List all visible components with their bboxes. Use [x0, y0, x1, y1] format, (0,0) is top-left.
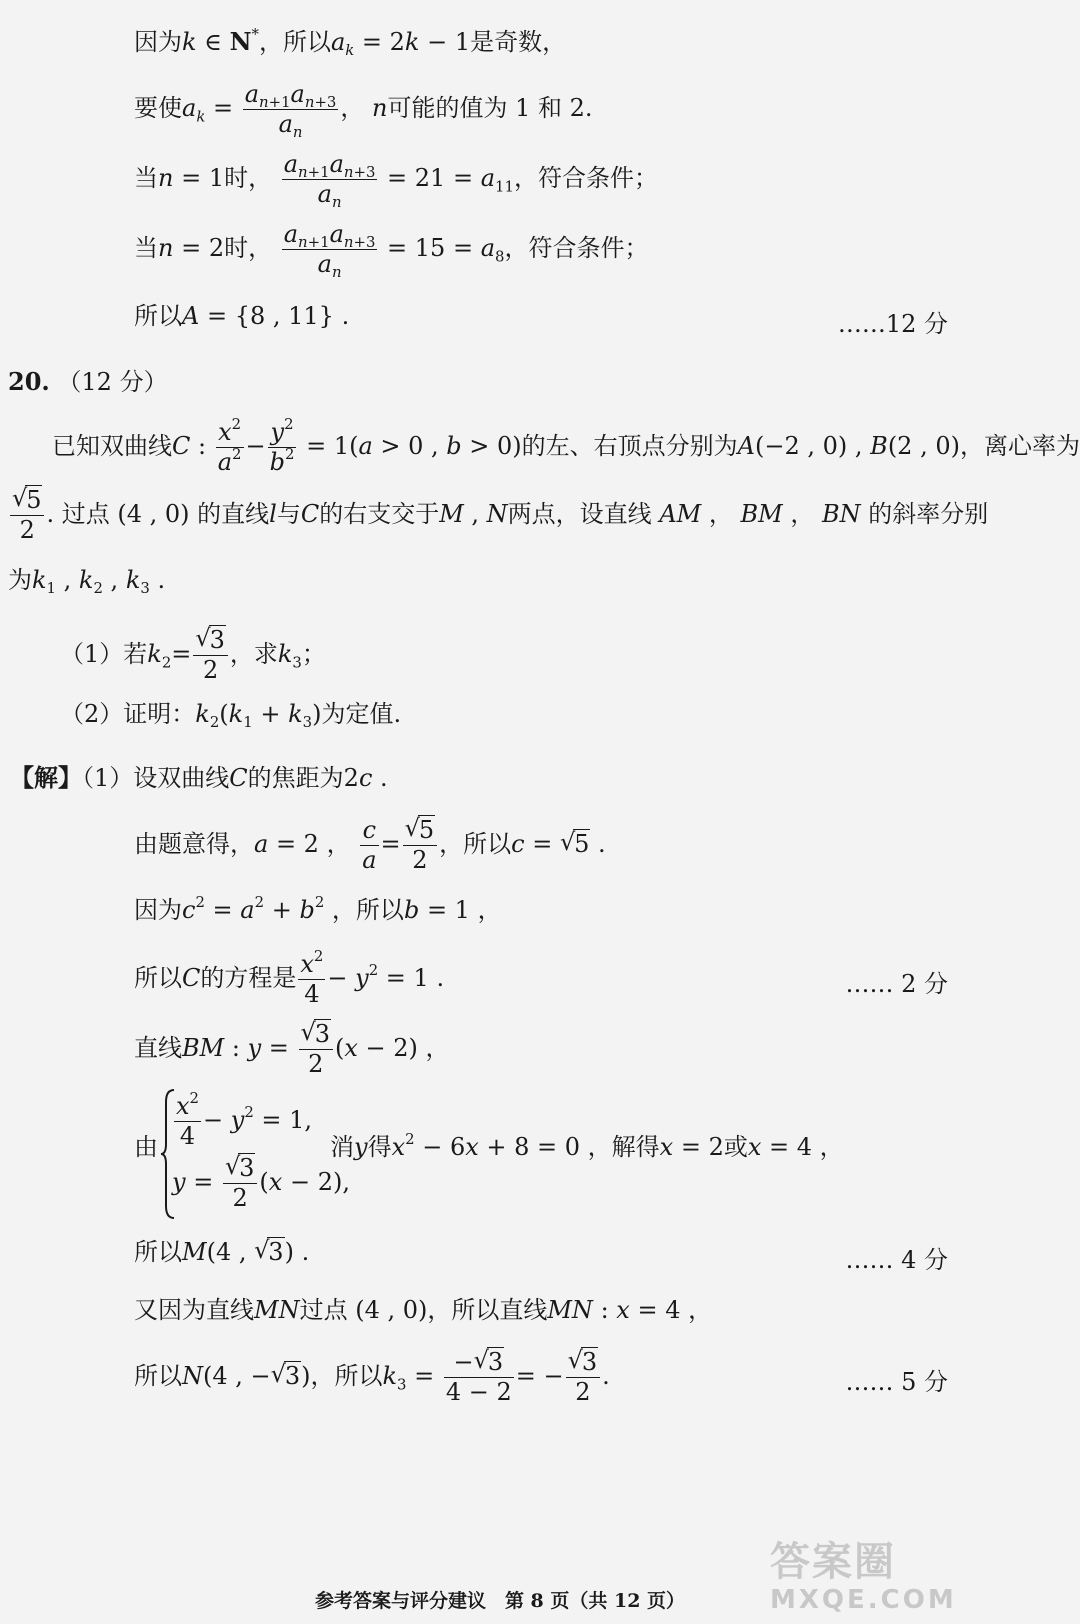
fraction: √ 3 2	[566, 1350, 600, 1405]
text-line: 所以M(4 , √ 3) .	[134, 1236, 310, 1266]
text-line: 当n = 1时， $\frac{a_{n+1}a_{n+3}}{a_n}$ = $21 = a_{11}$，符合条件；	[134, 150, 658, 212]
score-mark: …… 2 分	[845, 970, 948, 998]
fraction: √ 3 2	[299, 1022, 333, 1077]
text-line: 由	[134, 1133, 158, 1161]
fraction: $\frac{x^2}{4}$	[176, 1088, 200, 1151]
fraction: $\frac{a_{n+1}a_{n+3}}{a_n}$	[244, 80, 337, 142]
fraction: √ 3 2	[193, 628, 227, 683]
text-line: 所以N(4 , − √ 3)，所以$k_3$ = − √ 3 4 − 2 = − √ 3 2 .	[134, 1346, 610, 1407]
fraction: − √ 3 4 − 2	[445, 1346, 512, 1407]
text-line: 要使$a_k$ = $\frac{a_{n+1}a_{n+3}}{a_n}$ ， n可能的值为 1 和 2.	[134, 80, 593, 142]
score-mark: …… 5 分	[845, 1368, 948, 1396]
fraction: √ 5 2	[10, 488, 44, 543]
text-line: y = √ 3 2 (x − 2),	[172, 1152, 350, 1213]
text-line: 由题意得，a = 2 ， $\frac{c}{a}$ = √ 5 2 ，所以c = √ 5 .	[134, 814, 606, 875]
text-line: 为$k_1$ , $k_2$ , $k_3$ .	[8, 566, 166, 598]
sub-question: （2）证明：$k_2(k_1 + k_3)$为定值.	[60, 700, 402, 732]
fraction: $\frac{c}{a}$	[362, 816, 377, 875]
score-mark: …… 4 分	[845, 1246, 948, 1274]
fraction: $\frac{y^2}{b^2}$	[269, 414, 295, 477]
problem-number: 20.	[8, 367, 50, 396]
text-line: 因为$c^2 = a^2 + b^2$ ，所以b = 1 ，	[134, 892, 502, 924]
fraction: $\frac{x^2}{4}$	[300, 946, 324, 1009]
text-line: 直线BM : y = √ 3 2 (x − 2) ，	[134, 1018, 450, 1079]
fraction: $\frac{x^2}{a^2}$	[217, 414, 242, 477]
text-line: $\frac{x^2}{4}$ − $y^2 = 1$,	[176, 1088, 313, 1151]
text-line: 又因为直线MN过点 (4 , 0)，所以直线MN : x = 4 ，	[134, 1296, 713, 1324]
text-line: √ 5 2 . 过点 (4 , 0) 的直线l与C的右支交于M , N两点，设直线 AM ， BM ， BN 的斜率分别	[12, 484, 989, 545]
sub-question: （1）若$k_2=$ √ 3 2 ，求$k_3$；	[60, 624, 326, 685]
fraction: √ 3 2	[223, 1156, 257, 1211]
solution-tag: 【解】	[10, 763, 82, 792]
text-line: 已知双曲线C : $\frac{x^2}{a^2}$ − $\frac{y^2}{b^2}$ = 1(a > 0 , b > 0)的左、右顶点分别为A(−2 , 0) , B(2 , 0)，离心率为	[52, 414, 1080, 477]
fraction: $\frac{a_{n+1}a_{n+3}}{a_n}$	[283, 220, 376, 282]
problem-header	[8, 367, 168, 396]
page-footer: 参考答案与评分建议 第 8 页（共 12 页）	[314, 1590, 686, 1612]
text-line: 因为k ∈ N*，所以$a_k = 2k - 1$是奇数，	[134, 24, 567, 60]
fraction: √ 5 2	[403, 818, 437, 873]
text-line: 所以A = {8 , 11} .	[134, 302, 350, 330]
fraction: $\frac{a_{n+1}a_{n+3}}{a_n}$	[283, 150, 376, 212]
watermark-logo: 答案圈 MXQE.COM	[770, 1539, 957, 1615]
text-line: 【解】（1）设双曲线C的焦距为2c .	[10, 763, 388, 792]
text-line: 消y得$x^2 - 6x + 8 = 0$ ，解得x = 2或x = 4 ，	[330, 1129, 844, 1161]
text-line: 所以C的方程是 $\frac{x^2}{4}$ − $y^2 = 1$ .	[134, 946, 445, 1009]
text-line: 当n = 2时， $\frac{a_{n+1}a_{n+3}}{a_n}$ = $15 = a_8$，符合条件；	[134, 220, 649, 282]
problem-points: （12 分）	[57, 368, 168, 396]
score-mark: ……12 分	[837, 310, 948, 338]
